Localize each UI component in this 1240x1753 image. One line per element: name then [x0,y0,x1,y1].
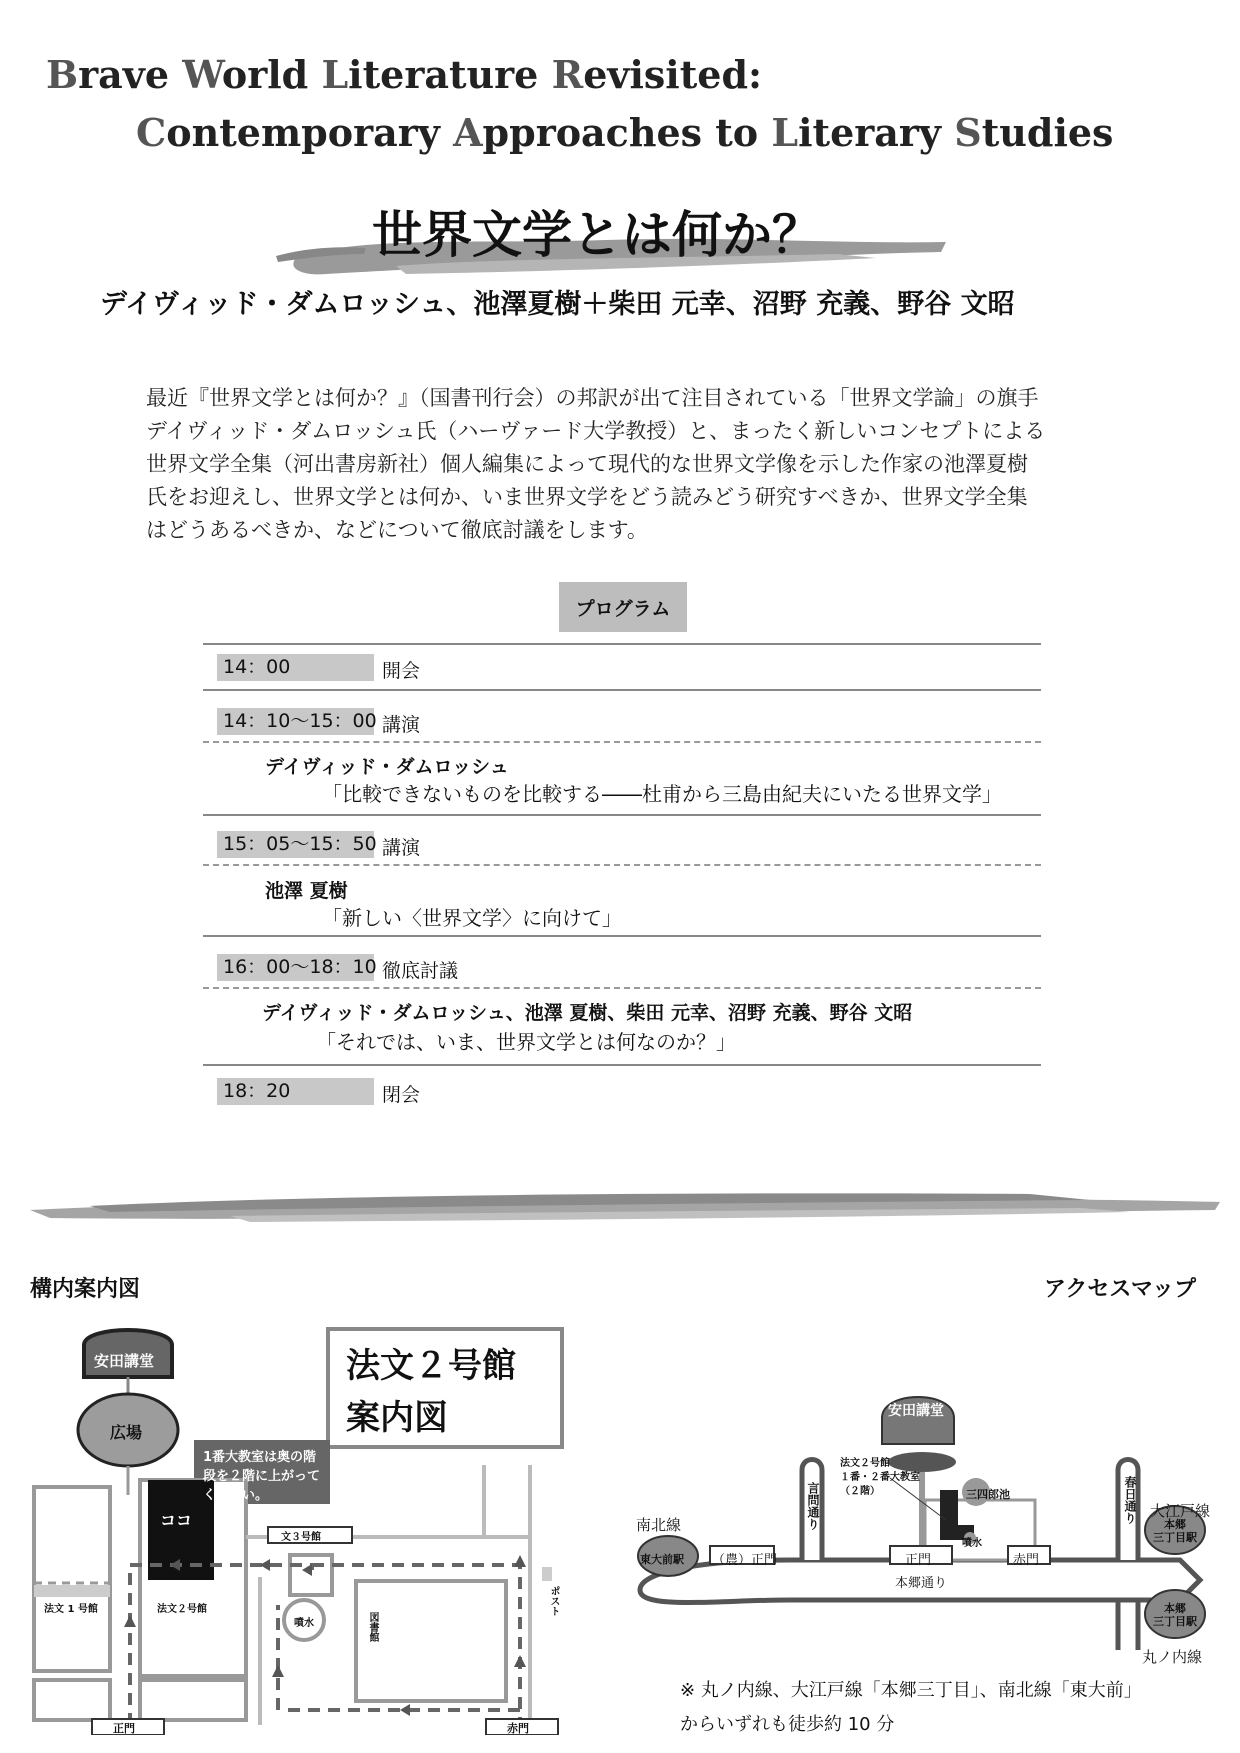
dashed-divider [203,864,1041,866]
todaimae-label: 東大前駅 [640,1553,684,1566]
callout-line: ください。 [203,1488,269,1503]
title-word-rest: rave [78,52,183,97]
bun3-label: 文３号館 [281,1532,321,1543]
divider [203,1064,1041,1066]
program-time: 16：00〜18：10 [217,954,374,981]
toshokan-label: 図書館 [367,1612,378,1642]
divider [203,689,1041,691]
building-note-line: （２階） [840,1486,880,1497]
intro-line: デイヴィッド・ダムロッシュ氏（ハーヴァード大学教授）と、まったく新しいコンセプトによる [146,419,1046,443]
access-seimon-label: 正門 [905,1553,932,1568]
access-yasuda-label: 安田講堂 [888,1403,944,1419]
campus-title-1: 法文２号館 [346,1346,516,1386]
access-note-line: からいずれも徒歩約 10 分 [680,1714,895,1735]
program-time: 14：00 [217,654,374,681]
hongo-station-label: 本郷 三丁目駅 [1153,1518,1197,1544]
title-word-rest: iterature [348,52,552,97]
title-ja: 世界文学とは何か？ [372,206,822,264]
seimon-label: 正門 [113,1722,135,1735]
program-talk-title: 「それでは、いま、世界文学とは何なのか？」 [316,1030,736,1054]
nou-seimon-label: （農）正門 [712,1553,778,1568]
access-map-heading: アクセスマップ [1044,1277,1197,1302]
title-word-rest: pproaches to [482,110,772,155]
oedo-label: 大江戸線 [1150,1502,1211,1520]
title-word-rest: iterary [798,110,955,155]
program-speaker: デイヴィッド・ダムロッシュ、池澤 夏樹、柴田 元幸、沼野 充義、野谷 文昭 [262,1002,913,1024]
dashed-divider [203,741,1041,743]
divider [203,814,1041,816]
title-word-rest: evisited: [583,52,763,97]
program-talk-title: 「比較できないものを比較する――杜甫から三島由紀夫にいたる世界文学」 [322,782,1002,806]
title-word-rest: orld [221,52,322,97]
akamon-label: 赤門 [507,1722,529,1735]
title-cap-letter: W [182,52,222,97]
intro-line: はどうあるべきか、などについて徹底討議をします。 [146,518,648,542]
divider [203,643,1041,645]
access-akamon-label: 赤門 [1013,1553,1040,1568]
building-note-line: １番・２番大教室 [840,1472,920,1483]
dashed-divider [203,987,1041,989]
kasuga-label: 春日通り [1123,1476,1137,1524]
program-speaker: デイヴィッド・ダムロッシュ [265,756,509,778]
brush-stroke-divider [30,1186,1220,1230]
houbun1-label: 法文 1 号館 [44,1604,98,1615]
intro-line: 最近『世界文学とは何か？』（国書刊行会）の邦訳が出て注目されている「世界文学論」の旗手 [146,386,1039,410]
title-cap-letter: L [321,52,349,97]
kototoi-label: 言問通り [806,1482,820,1530]
intro-paragraph [146,382,1106,547]
title-en-line2 [136,110,1113,155]
access-note-line: ※ 丸ノ内線、大江戸線「本郷三丁目」、南北線「東大前」 [680,1680,1142,1701]
program-kind: 閉会 [382,1084,421,1106]
program-time: 18：20 [217,1078,374,1105]
program-kind: 徹底討議 [382,960,459,982]
campus-map-heading: 構内案内図 [30,1277,141,1302]
houbun2-label: 法文２号館 [157,1604,207,1615]
sanshiro-label: 三四郎池 [966,1488,1010,1501]
campus-hiroba-label: 広場 [110,1423,143,1442]
title-cap-letter: A [453,110,483,155]
program-kind: 講演 [382,837,421,859]
intro-line: 世界文学全集（河出書房新社）個人編集によって現代的な世界文学像を示した作家の池澤夏樹 [146,452,1028,476]
title-cap-letter: C [136,110,167,155]
funsui-label: 噴水 [294,1618,314,1629]
callout-line: 段を２階に上がって [203,1469,321,1484]
intro-line: 氏をお迎えし、世界文学とは何か、いま世界文学をどう読みどう研究すべきか、世界文学全集 [146,485,1028,509]
title-word-rest: tudies [981,110,1114,155]
nanboku-label: 南北線 [636,1516,682,1534]
access-funsui-label: 噴水 [962,1538,982,1549]
title-cap-letter: L [771,110,799,155]
divider [203,935,1041,937]
program-kind: 開会 [382,660,421,682]
speakers-line: デイヴィッド・ダムロッシュ、池澤夏樹＋柴田 元幸、沼野 充義、野谷 文昭 [100,289,1015,320]
title-cap-letter: R [551,52,584,97]
title-en-line1 [46,52,762,97]
campus-yasuda-label: 安田講堂 [94,1352,155,1370]
hongo-dori-label: 本郷通り [895,1576,948,1591]
title-cap-letter: B [46,52,79,97]
program-time: 14：10〜15：00 [217,708,374,735]
program-talk-title: 「新しい〈世界文学〉に向けて」 [322,906,622,930]
title-cap-letter: S [954,110,982,155]
program-time: 15：05〜15：50 [217,831,374,858]
marunouchi-label: 丸ノ内線 [1142,1648,1203,1666]
campus-title-2: 案内図 [346,1398,448,1438]
program-label: プログラム [559,582,687,632]
koko-label: ココ [160,1511,193,1530]
program-speaker: 池澤 夏樹 [265,880,348,902]
hongo-station-label: 本郷 三丁目駅 [1153,1602,1197,1628]
building-note-line: 法文２号館 [840,1458,890,1469]
callout-line: 1番大教室は奥の階 [203,1450,317,1465]
title-word-rest: ontemporary [166,110,454,155]
program-kind: 講演 [382,714,421,736]
post-label: ポスト [548,1586,559,1616]
